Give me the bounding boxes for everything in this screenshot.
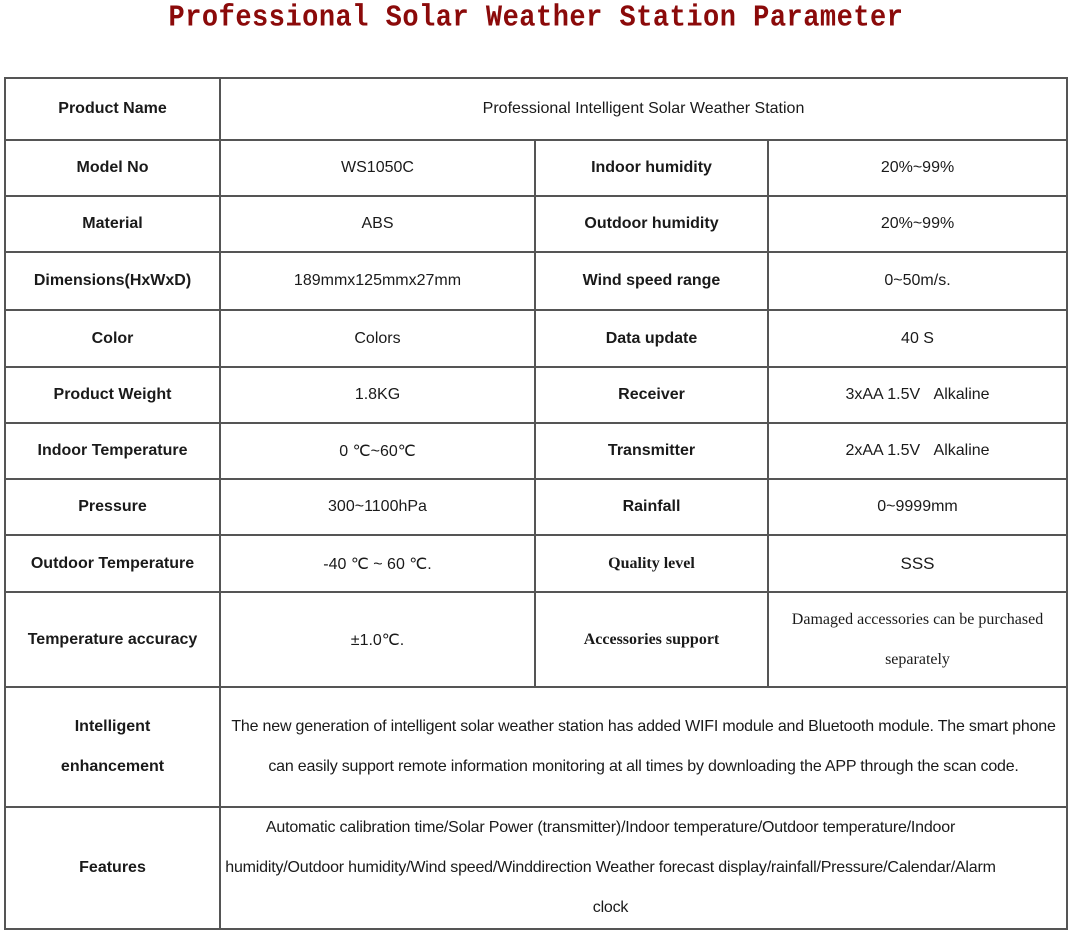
page-title: Professional Solar Weather Station Parameter [168, 2, 904, 36]
label-data-update: Data update [535, 310, 768, 367]
label-intelligent-enhancement [5, 687, 220, 807]
label-product-weight: Product Weight [5, 367, 220, 423]
value-rainfall: 0~9999mm [768, 479, 1067, 535]
label-color: Color [5, 310, 220, 367]
value-quality-level: SSS [768, 535, 1067, 592]
value-product-weight: 1.8KG [220, 367, 535, 423]
value-product-name: Professional Intelligent Solar Weather Station [220, 78, 1067, 140]
label-transmitter: Transmitter [535, 423, 768, 479]
table-row [5, 140, 1067, 196]
value-color: Colors [220, 310, 535, 367]
label-model-no: Model No [5, 140, 220, 196]
label-line-1: Intelligent [74, 718, 151, 735]
label-indoor-humidity: Indoor humidity [535, 140, 768, 196]
value-wind-speed-range: 0~50m/s. [768, 252, 1067, 310]
label-dimensions: Dimensions(HxWxD) [5, 252, 220, 310]
table-row [5, 535, 1067, 592]
label-quality-level: Quality level [535, 535, 768, 592]
label-outdoor-temperature: Outdoor Temperature [5, 535, 220, 592]
table-row [5, 479, 1067, 535]
label-outdoor-humidity: Outdoor humidity [535, 196, 768, 252]
label-temperature-accuracy: Temperature accuracy [5, 592, 220, 687]
label-line-2: enhancement [60, 758, 165, 775]
label-product-name: Product Name [5, 78, 220, 140]
label-indoor-temperature: Indoor Temperature [5, 423, 220, 479]
value-features: Automatic calibration time/Solar Power (transmitter)/Indoor temperature/Outdoor temperature/Indoor humidity/Outdoor humidity/Wind speed/Winddirection Weather forecast display/rainfall/Pressure/Calendar/Alarm clock [220, 807, 1067, 929]
value-intelligent-enhancement: The new generation of intelligent solar weather station has added WIFI module and Bluetooth module. The smart phone can easily support remote information monitoring at all times by downloading the APP through the scan code. [220, 687, 1067, 807]
table-row-product-name [5, 78, 1067, 140]
value-data-update: 40 S [768, 310, 1067, 367]
spec-table [4, 77, 1068, 930]
value-outdoor-humidity: 20%~99% [768, 196, 1067, 252]
value-material: ABS [220, 196, 535, 252]
table-row [5, 196, 1067, 252]
label-wind-speed-range: Wind speed range [535, 252, 768, 310]
value-transmitter: 2xAA 1.5V Alkaline [768, 423, 1067, 479]
value-pressure: 300~1100hPa [220, 479, 535, 535]
value-outdoor-temperature: -40 ℃ ~ 60 ℃. [220, 535, 535, 592]
label-pressure: Pressure [5, 479, 220, 535]
table-row [5, 310, 1067, 367]
table-row [5, 592, 1067, 687]
table-row [5, 252, 1067, 310]
value-indoor-humidity: 20%~99% [768, 140, 1067, 196]
value-model-no: WS1050C [220, 140, 535, 196]
value-accessories-support: Damaged accessories can be purchased separately [768, 592, 1067, 687]
value-temperature-accuracy: ±1.0℃. [220, 592, 535, 687]
value-dimensions: 189mmx125mmx27mm [220, 252, 535, 310]
table-row-intelligent-enhancement [5, 687, 1067, 807]
label-receiver: Receiver [535, 367, 768, 423]
label-accessories-support: Accessories support [535, 592, 768, 687]
table-row [5, 367, 1067, 423]
label-material: Material [5, 196, 220, 252]
value-indoor-temperature: 0 ℃~60℃ [220, 423, 535, 479]
table-row [5, 423, 1067, 479]
label-features: Features [5, 807, 220, 929]
table-row-features [5, 807, 1067, 929]
value-receiver: 3xAA 1.5V Alkaline [768, 367, 1067, 423]
label-rainfall: Rainfall [535, 479, 768, 535]
